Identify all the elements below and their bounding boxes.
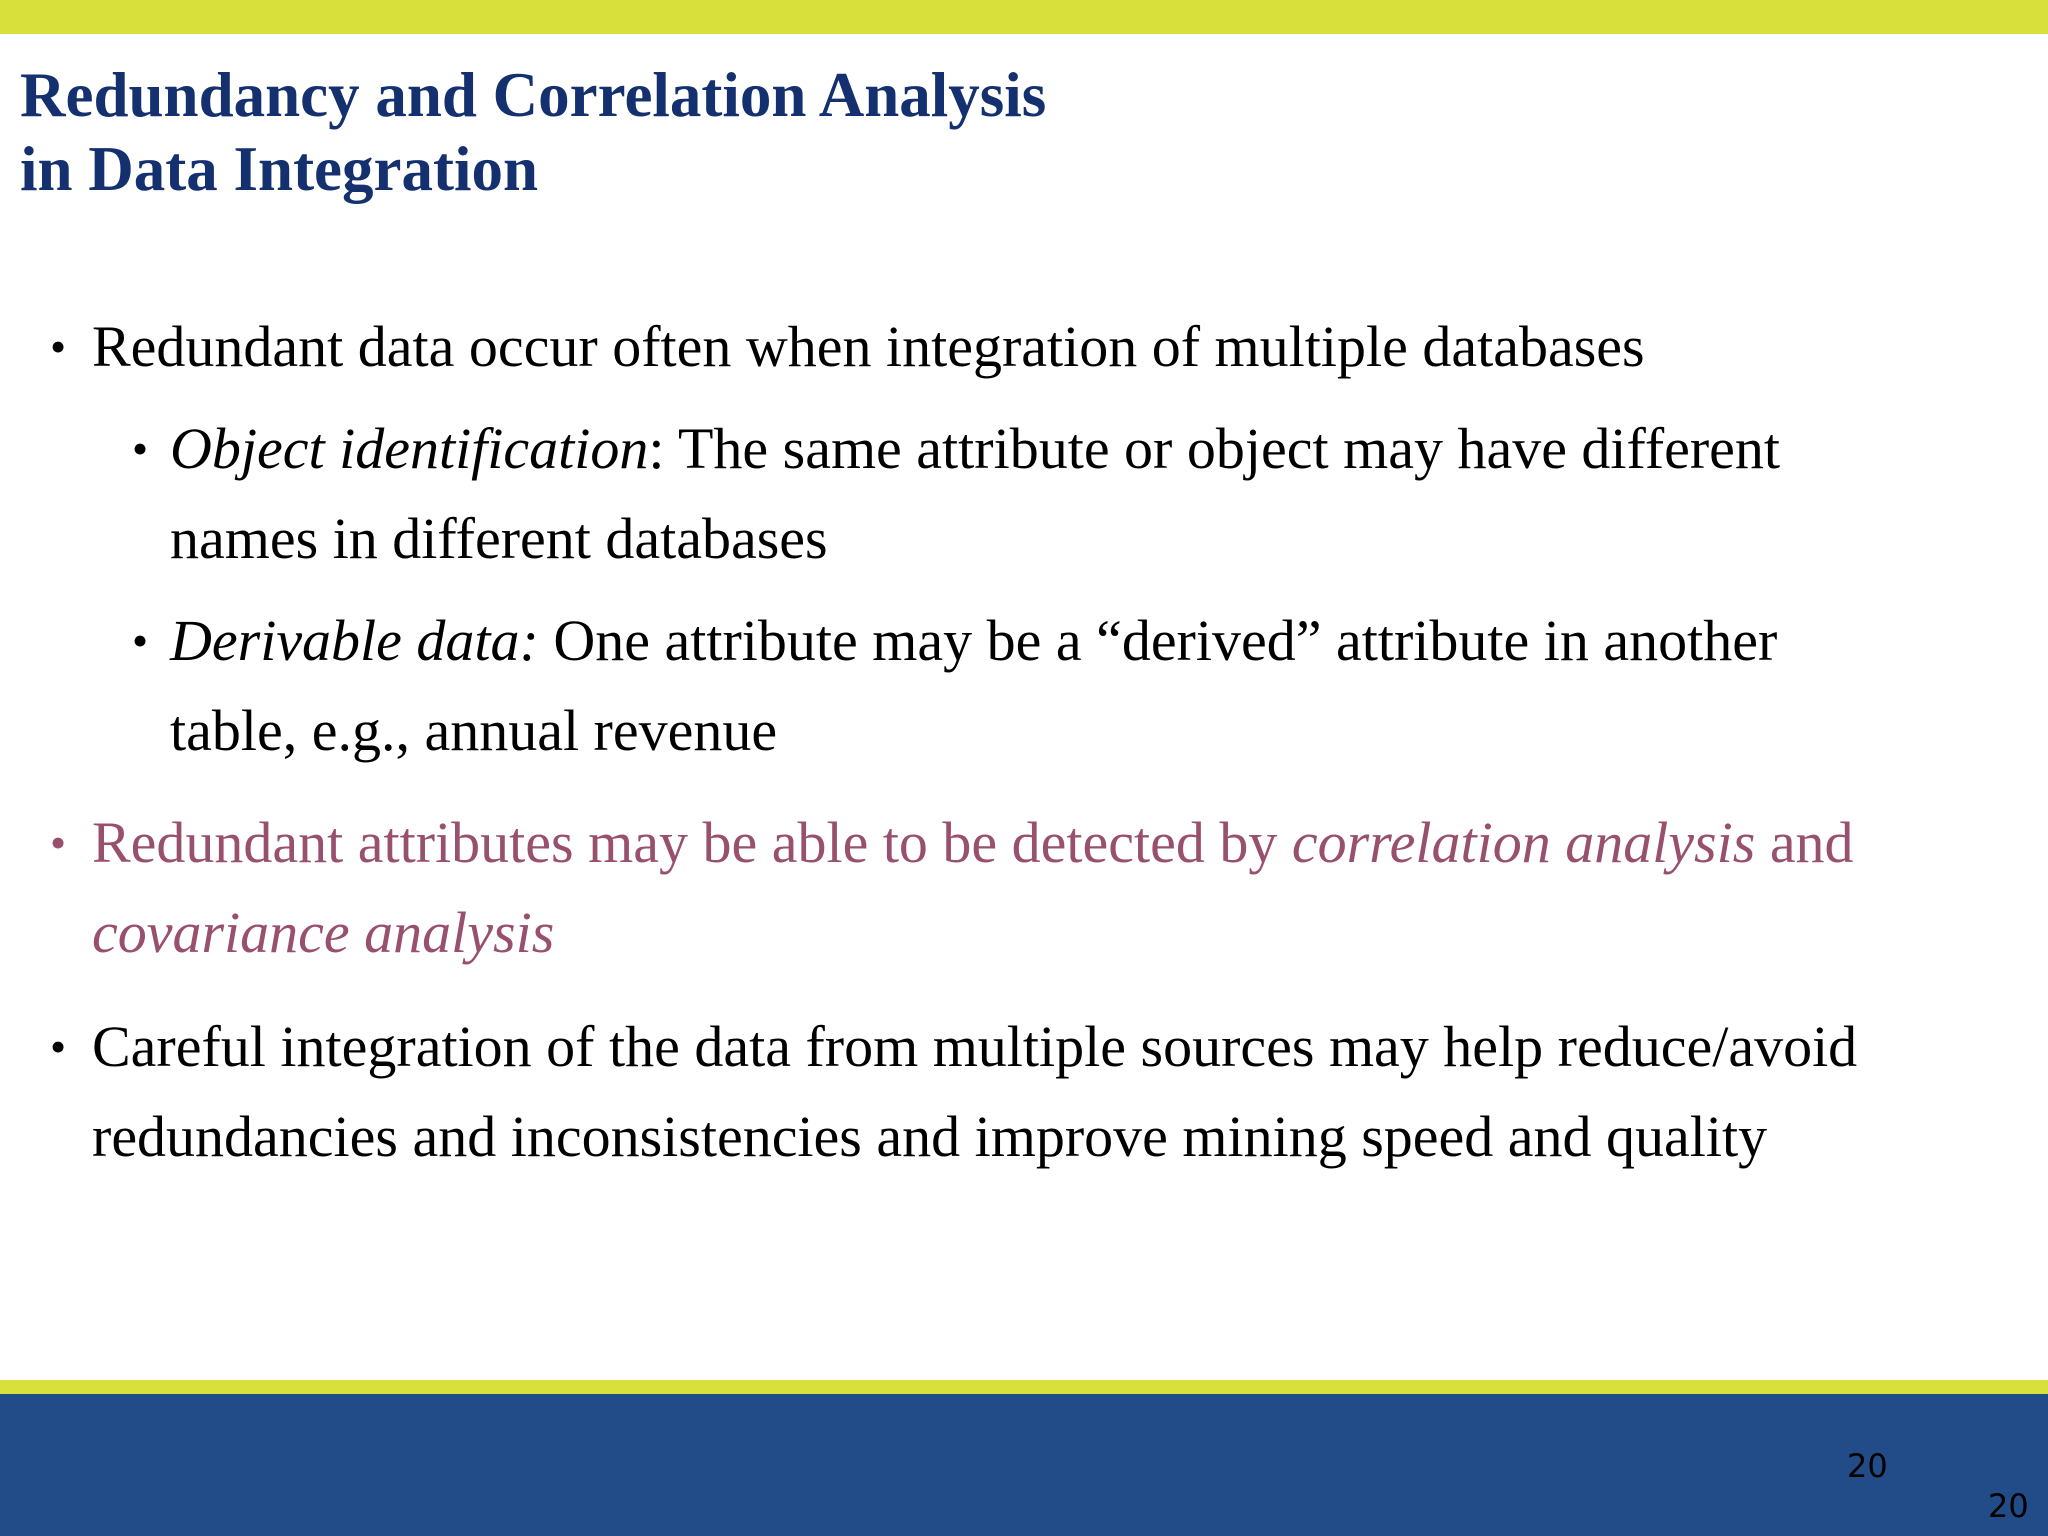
title-line-1: Redundancy and Correlation Analysis <box>20 60 1047 130</box>
bullet-careful-integration <box>50 1002 1858 1182</box>
bullet-line-1: Careful integration of the data from multiple sources may help reduce/avoid <box>92 1014 1858 1079</box>
sub-bullet-text: One attribute may be a “derived” attribute in another <box>538 608 1778 673</box>
sub-bullet-text: : The same attribute or object may have different <box>648 416 1781 481</box>
term-derivable-data: Derivable data: <box>170 608 539 673</box>
bullet-redundant-data <box>50 302 1645 392</box>
bullet-text: Redundant data occur often when integration of multiple databases <box>92 314 1645 379</box>
page-number: 20 <box>1847 1447 1888 1485</box>
bullet-line-2: redundancies and inconsistencies and improve mining speed and quality <box>92 1104 1768 1169</box>
footer-band <box>0 1394 2048 1536</box>
sub-bullet-derivable-data <box>132 596 1778 776</box>
bullet-text-and: and <box>1755 810 1854 875</box>
sub-bullet-line-2: table, e.g., annual revenue <box>170 698 778 763</box>
sub-bullet-line-1 <box>170 596 1777 686</box>
title-line-2: in Data Integration <box>20 134 538 204</box>
bullet-icon: • <box>132 615 149 666</box>
sub-bullet-line-1 <box>170 404 1780 494</box>
term-covariance-analysis: covariance analysis <box>92 900 555 965</box>
bullet-icon: • <box>50 1021 67 1072</box>
page-number-corner: 20 <box>1988 1487 2029 1525</box>
bottom-accent-line <box>0 1380 2048 1394</box>
term-object-identification: Object identification <box>170 416 649 481</box>
bullet-redundant-attributes <box>50 798 1854 978</box>
bullet-icon: • <box>50 321 67 372</box>
sub-bullet-object-identification <box>132 404 1781 584</box>
bullet-icon: • <box>50 817 67 868</box>
term-correlation-analysis: correlation analysis <box>1291 810 1756 875</box>
bullet-text: Redundant attributes may be able to be detected by <box>92 810 1292 875</box>
sub-bullet-line-2: names in different databases <box>170 506 828 571</box>
bullet-line-2 <box>92 888 1854 978</box>
bullet-icon: • <box>132 423 149 474</box>
bullet-line-1 <box>92 798 1854 888</box>
